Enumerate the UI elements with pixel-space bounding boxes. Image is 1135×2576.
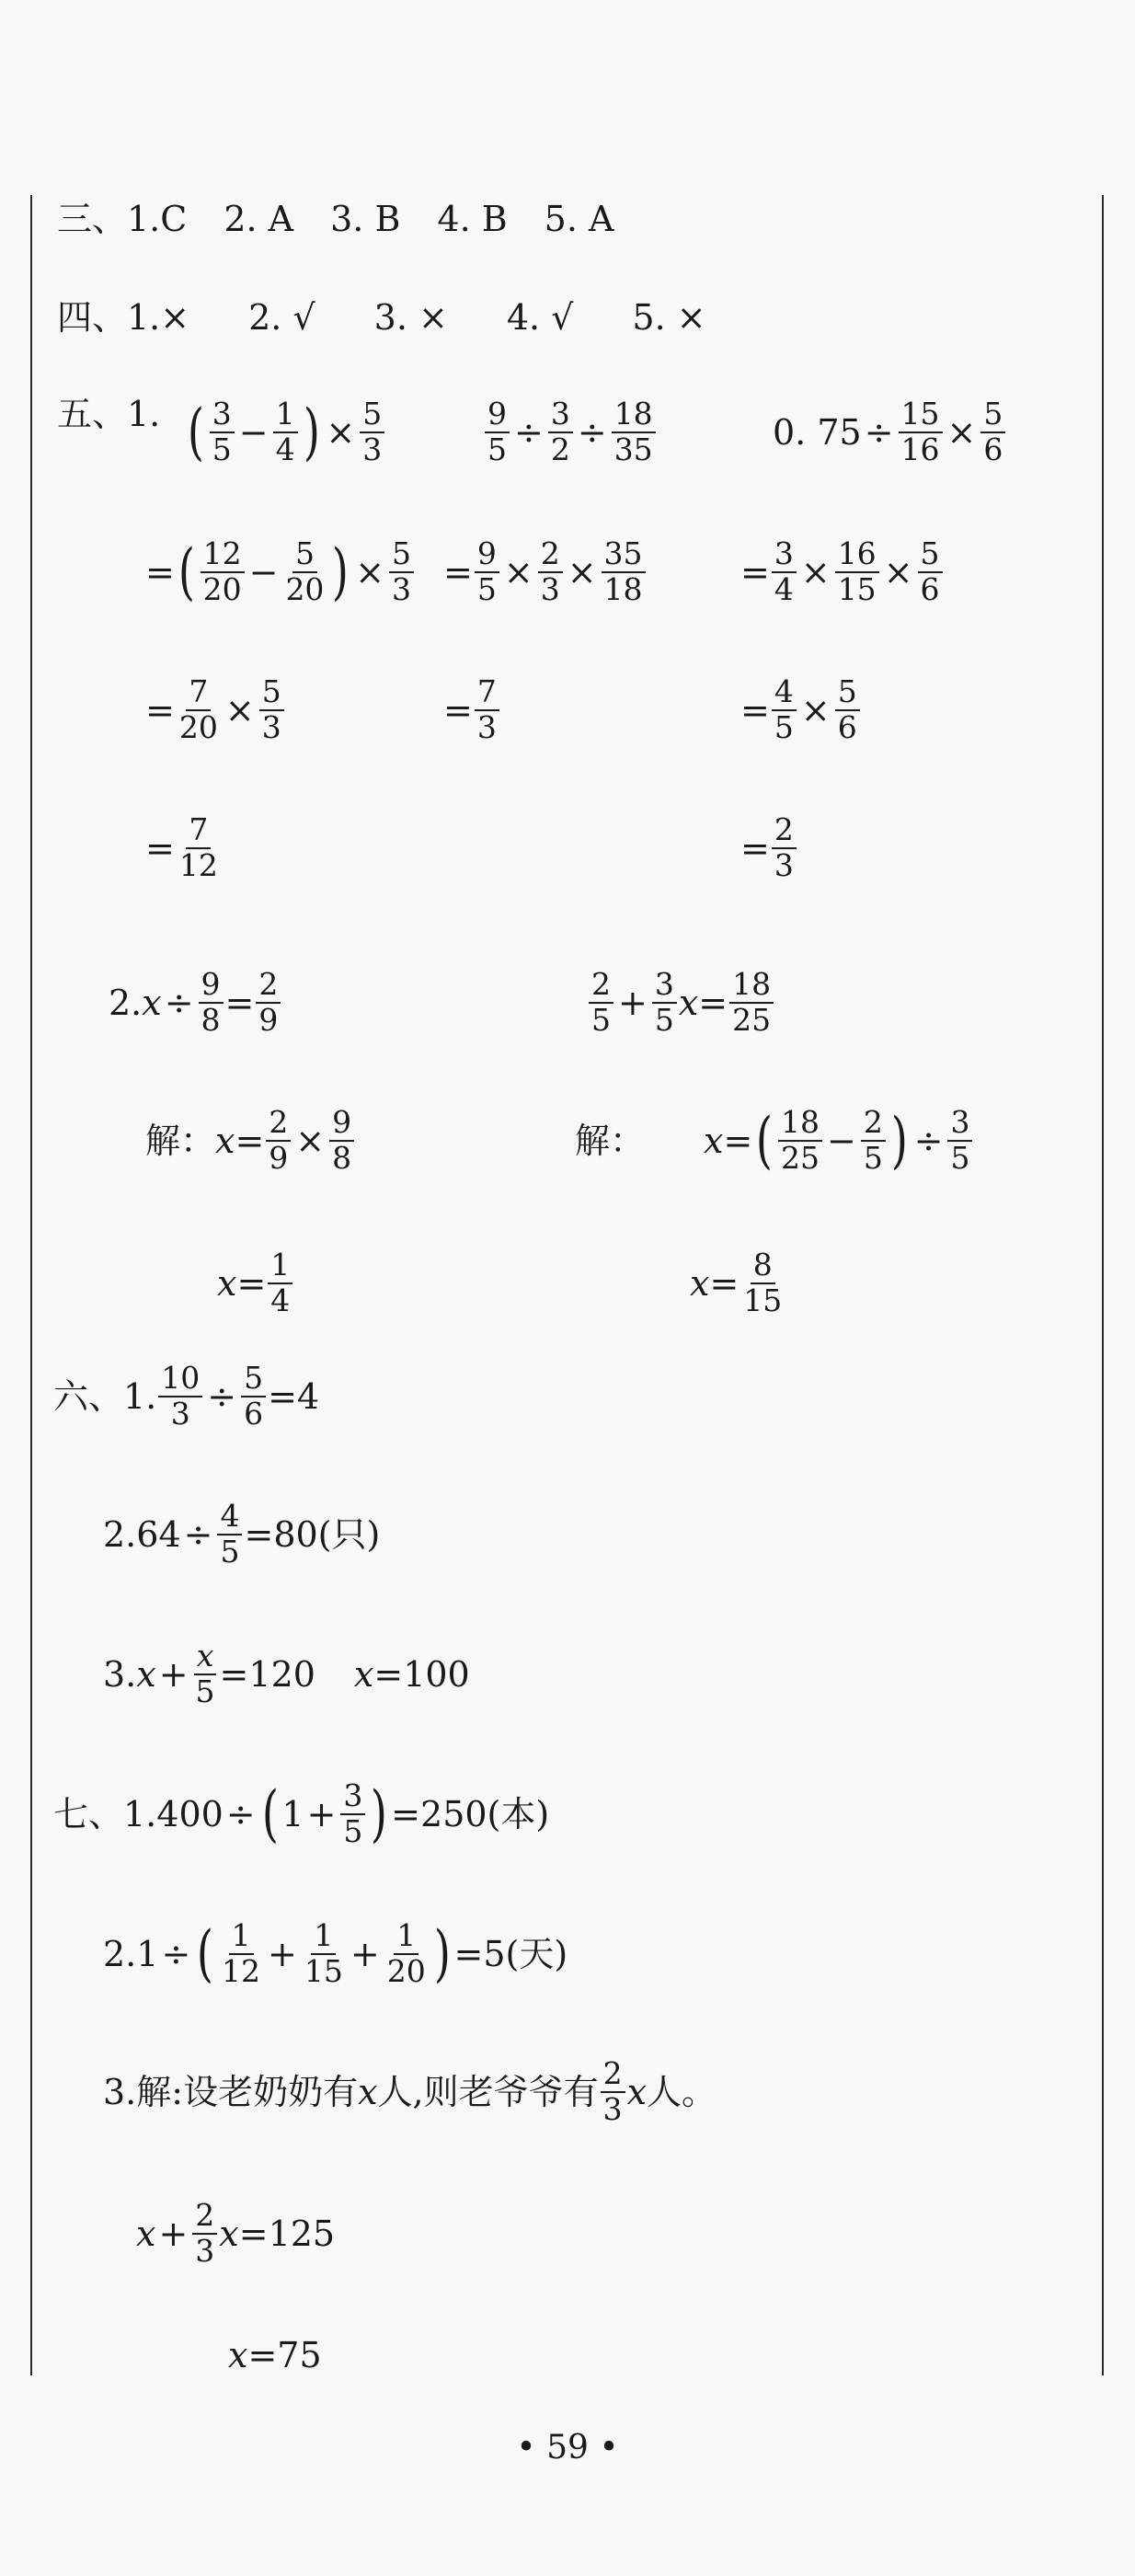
equation-1-answer: x = $\frac{1}{4}$ [217, 1248, 294, 1318]
section-7-q1: 七、1. 400 ÷ ( 1 + $\frac{3}{5}$ ) = 250 (本) [53, 1777, 550, 1849]
calc-b-line-2: = $\frac{9}{5}$ × $\frac{2}{3}$ × $\frac{35}{18}$ [443, 537, 648, 607]
calc-b-line-3: = $\frac{7}{3}$ [443, 675, 501, 745]
calc-c-line-1: 0. 75 ÷ $\frac{15}{16}$ × $\frac{5}{6}$ [773, 397, 1007, 467]
section-7-q3-answer: x = 75 [228, 2335, 322, 2375]
section-3-answers: 三、1. C 2. A 3. B 4. B 5. A [57, 199, 614, 239]
calc-a-line-3: = $\frac{7}{20}$ × $\frac{5}{3}$ [145, 675, 286, 745]
section-4-answers: 四、1. × 2. √ 3. × 4. √ 5. × [57, 297, 706, 338]
section-5-label: 五、1. [57, 394, 161, 434]
calc-a-line-4: = $\frac{7}{12}$ [145, 811, 218, 883]
equation-2-solution-step: 解： x = ( 18 25 − $\frac{2}{5}$ ) ÷ $\frac{3}{5}$ [575, 1106, 974, 1176]
calc-b-line-1: $\frac{9}{5}$ ÷ $\frac{3}{2}$ ÷ $\frac{18}{35}$ [483, 397, 658, 467]
section-6-q3: 3. x + $\frac{x}{5}$ = 120 x = 100 [103, 1638, 470, 1709]
calc-a-line-2: = ( 12 20 − $\frac{5}{20}$ ) × $\frac{5}{3}$ [145, 537, 416, 607]
page-number: • 59 • [516, 2429, 619, 2467]
section-7-q2: 2. 1 ÷ ( 1 12 + $\frac{1}{15}$ + $\frac{1}{20}$ ) = 5 (天) [103, 1917, 568, 1989]
equation-2: 2 5 + $\frac{3}{5}$ x = $\frac{18}{25}$ [587, 968, 775, 1038]
equation-1: 2. x ÷ $\frac{9}{8}$ = $\frac{2}{9}$ [109, 968, 282, 1038]
section-7-q3-equation: x + $\frac{2}{3}$ x = 125 [136, 2197, 336, 2269]
equation-1-solution-step: 解： x = $\frac{2}{9}$ × $\frac{9}{8}$ [145, 1106, 356, 1176]
calc-c-line-3: = $\frac{4}{5}$ × $\frac{5}{6}$ [740, 675, 862, 745]
section-6-q1: 六、1. $\frac{10}{3}$ ÷ $\frac{5}{6}$ = 4 [53, 1360, 320, 1432]
calc-c-line-2: = $\frac{3}{4}$ × $\frac{16}{15}$ × $\frac{5}{6}$ [740, 537, 945, 607]
equation-2-answer: x = $\frac{8}{15}$ [690, 1247, 783, 1318]
calc-a-line-1: ( 3 5 − $\frac{1}{4}$ ) × $\frac{5}{3}$ [184, 397, 386, 467]
left-margin-rule [30, 195, 32, 2375]
section-7-q3-statement: 3. 解:设老奶奶有 x 人,则老爷爷有 2 3 x 人。 [103, 2055, 717, 2127]
section-6-q2: 2. 64 ÷ $\frac{4}{5}$ = 80 (只) [103, 1498, 381, 1570]
calc-c-line-4: = $\frac{2}{3}$ [740, 813, 798, 883]
right-margin-rule [1102, 195, 1104, 2375]
